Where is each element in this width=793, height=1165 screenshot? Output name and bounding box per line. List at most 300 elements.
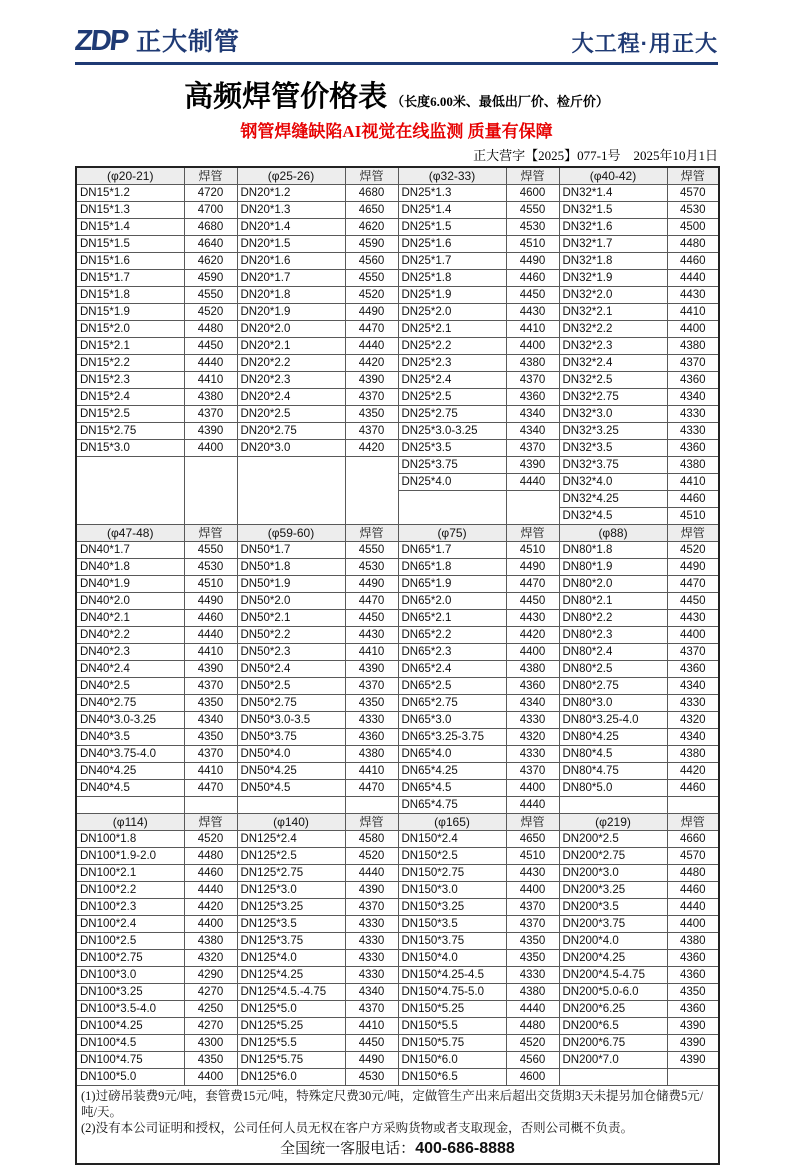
table-row	[76, 542, 719, 559]
table-row	[76, 933, 719, 950]
price-cell: 4470	[667, 576, 719, 593]
table-row	[76, 559, 719, 576]
price-cell: 4440	[345, 338, 398, 355]
price-cell: 4440	[184, 882, 237, 899]
price-cell: 4370	[345, 1001, 398, 1018]
spec-cell: DN80*2.1	[559, 593, 667, 610]
spec-cell: DN32*3.75	[559, 457, 667, 474]
spec-cell: DN200*4.0	[559, 933, 667, 950]
spec-cell: DN65*1.9	[398, 576, 506, 593]
spec-cell: DN150*5.75	[398, 1035, 506, 1052]
price-cell: 4450	[345, 610, 398, 627]
price-cell: 4350	[184, 1052, 237, 1069]
table-row	[76, 746, 719, 763]
price-cell: 4390	[667, 1035, 719, 1052]
price-cell: 4400	[184, 440, 237, 457]
spec-cell: DN125*2.5	[237, 848, 345, 865]
spec-cell: DN25*2.0	[398, 304, 506, 321]
price-cell: 4520	[345, 848, 398, 865]
price-cell: 4340	[345, 984, 398, 1001]
spec-cell: DN50*1.9	[237, 576, 345, 593]
price-cell: 4360	[667, 967, 719, 984]
price-cell: 4560	[345, 253, 398, 270]
spec-cell: DN200*3.25	[559, 882, 667, 899]
price-cell: 4560	[506, 1052, 559, 1069]
table-row	[76, 185, 719, 202]
spec-cell: DN40*2.0	[76, 593, 184, 610]
spec-cell: DN50*2.0	[237, 593, 345, 610]
price-cell	[667, 1069, 719, 1086]
price-cell: 4450	[506, 287, 559, 304]
spec-cell: DN50*2.1	[237, 610, 345, 627]
spec-cell: DN15*1.4	[76, 219, 184, 236]
price-cell: 4440	[506, 1001, 559, 1018]
price-cell: 4400	[506, 780, 559, 797]
price-column-header: 焊管	[184, 525, 237, 542]
price-cell: 4370	[506, 916, 559, 933]
price-cell: 4420	[184, 899, 237, 916]
spec-cell: DN80*4.5	[559, 746, 667, 763]
price-cell: 4340	[667, 389, 719, 406]
spec-cell: DN50*2.5	[237, 678, 345, 695]
spec-cell	[559, 1069, 667, 1086]
spec-cell	[398, 491, 506, 525]
price-cell: 4400	[184, 916, 237, 933]
price-cell: 4520	[345, 287, 398, 304]
spec-cell: DN15*1.5	[76, 236, 184, 253]
spec-cell: DN125*4.0	[237, 950, 345, 967]
price-cell: 4440	[345, 865, 398, 882]
spec-cell: DN20*2.0	[237, 321, 345, 338]
service-label: 全国统一客服电话：	[280, 1141, 416, 1157]
spec-cell: DN50*3.75	[237, 729, 345, 746]
zdp-logo-icon: ZDP	[73, 25, 129, 57]
spec-cell: DN32*2.1	[559, 304, 667, 321]
price-cell: 4400	[667, 916, 719, 933]
price-cell: 4380	[667, 457, 719, 474]
table-row	[76, 729, 719, 746]
price-cell: 4430	[506, 304, 559, 321]
spec-cell: DN80*2.4	[559, 644, 667, 661]
spec-cell: DN25*2.4	[398, 372, 506, 389]
price-cell: 4510	[184, 576, 237, 593]
price-cell: 4400	[506, 338, 559, 355]
spec-cell: DN80*2.3	[559, 627, 667, 644]
price-cell: 4400	[667, 321, 719, 338]
spec-cell: DN65*2.2	[398, 627, 506, 644]
table-row	[76, 287, 719, 304]
spec-cell: DN25*1.3	[398, 185, 506, 202]
spec-cell: DN125*3.25	[237, 899, 345, 916]
spec-cell: DN32*3.0	[559, 406, 667, 423]
price-cell: 4440	[667, 270, 719, 287]
price-cell: 4380	[506, 355, 559, 372]
spec-cell: DN40*2.4	[76, 661, 184, 678]
spec-column-header: (φ88)	[559, 525, 667, 542]
table-row	[76, 1035, 719, 1052]
price-cell	[667, 797, 719, 814]
price-cell: 4350	[184, 729, 237, 746]
spec-cell: DN50*2.3	[237, 644, 345, 661]
price-column-header: 焊管	[506, 814, 559, 831]
price-cell: 4270	[184, 1018, 237, 1035]
price-cell: 4390	[345, 661, 398, 678]
spec-cell: DN80*4.25	[559, 729, 667, 746]
price-cell: 4330	[667, 406, 719, 423]
price-cell: 4490	[345, 1052, 398, 1069]
price-cell: 4410	[184, 644, 237, 661]
price-cell: 4350	[667, 984, 719, 1001]
spec-cell: DN15*2.2	[76, 355, 184, 372]
price-cell: 4480	[506, 1018, 559, 1035]
price-cell: 4430	[506, 865, 559, 882]
table-row	[76, 984, 719, 1001]
spec-cell: DN200*3.0	[559, 865, 667, 882]
price-cell: 4390	[345, 372, 398, 389]
spec-cell: DN32*2.75	[559, 389, 667, 406]
price-cell: 4570	[667, 185, 719, 202]
table-row	[76, 763, 719, 780]
spec-cell: DN15*2.75	[76, 423, 184, 440]
price-cell: 4330	[345, 950, 398, 967]
price-cell: 4340	[506, 423, 559, 440]
price-cell: 4350	[184, 695, 237, 712]
table-row	[76, 440, 719, 457]
price-cell: 4380	[345, 746, 398, 763]
spec-cell: DN50*4.25	[237, 763, 345, 780]
spec-cell: DN65*4.5	[398, 780, 506, 797]
price-cell: 4370	[345, 899, 398, 916]
spec-cell: DN200*2.5	[559, 831, 667, 848]
spec-column-header: (φ20-21)	[76, 167, 184, 185]
spec-cell	[237, 797, 345, 814]
title-main: 高频焊管价格表	[184, 81, 388, 113]
price-cell: 4490	[184, 593, 237, 610]
spec-cell: DN150*2.75	[398, 865, 506, 882]
price-column-header: 焊管	[506, 525, 559, 542]
price-cell: 4370	[506, 440, 559, 457]
table-row	[76, 304, 719, 321]
price-cell	[345, 457, 398, 525]
spec-cell: DN80*1.8	[559, 542, 667, 559]
spec-cell: DN80*2.0	[559, 576, 667, 593]
price-cell: 4410	[184, 763, 237, 780]
spec-cell: DN65*3.25-3.75	[398, 729, 506, 746]
spec-cell: DN100*2.1	[76, 865, 184, 882]
spec-cell: DN100*2.4	[76, 916, 184, 933]
price-cell: 4340	[506, 406, 559, 423]
price-cell: 4290	[184, 967, 237, 984]
table-row	[76, 457, 719, 474]
spec-cell: DN65*2.75	[398, 695, 506, 712]
spec-cell: DN25*1.8	[398, 270, 506, 287]
spec-cell: DN200*6.5	[559, 1018, 667, 1035]
section-header-row	[76, 525, 719, 542]
price-cell: 4390	[667, 1052, 719, 1069]
spec-cell: DN125*4.25	[237, 967, 345, 984]
price-cell: 4530	[184, 559, 237, 576]
price-column-header: 焊管	[345, 814, 398, 831]
spec-cell: DN150*6.0	[398, 1052, 506, 1069]
price-cell: 4330	[667, 423, 719, 440]
spec-cell: DN150*3.25	[398, 899, 506, 916]
price-cell: 4550	[184, 287, 237, 304]
price-cell: 4600	[506, 185, 559, 202]
spec-cell: DN15*1.3	[76, 202, 184, 219]
price-cell: 4530	[506, 219, 559, 236]
price-cell: 4340	[506, 695, 559, 712]
price-cell: 4350	[345, 695, 398, 712]
price-cell: 4380	[506, 661, 559, 678]
price-cell: 4330	[345, 916, 398, 933]
spec-cell: DN40*3.5	[76, 729, 184, 746]
spec-cell	[559, 797, 667, 814]
price-cell: 4370	[667, 355, 719, 372]
price-cell: 4490	[345, 304, 398, 321]
price-table	[75, 166, 720, 1165]
table-row	[76, 644, 719, 661]
price-cell: 4470	[506, 576, 559, 593]
price-cell: 4550	[506, 202, 559, 219]
table-row	[76, 865, 719, 882]
spec-cell: DN40*4.25	[76, 763, 184, 780]
spec-column-header: (φ59-60)	[237, 525, 345, 542]
spec-cell: DN25*1.4	[398, 202, 506, 219]
price-cell: 4250	[184, 1001, 237, 1018]
spec-cell: DN65*2.0	[398, 593, 506, 610]
spec-cell: DN32*3.25	[559, 423, 667, 440]
price-cell	[506, 491, 559, 525]
price-cell: 4350	[345, 406, 398, 423]
price-cell: 4390	[506, 457, 559, 474]
price-cell	[345, 797, 398, 814]
price-cell: 4390	[667, 1018, 719, 1035]
spec-cell: DN200*3.75	[559, 916, 667, 933]
price-cell: 4460	[506, 270, 559, 287]
price-cell: 4370	[184, 406, 237, 423]
price-cell: 4400	[667, 627, 719, 644]
spec-cell: DN150*3.0	[398, 882, 506, 899]
price-cell: 4350	[506, 933, 559, 950]
spec-cell: DN20*1.2	[237, 185, 345, 202]
price-cell: 4320	[667, 712, 719, 729]
price-cell: 4620	[345, 219, 398, 236]
price-cell: 4550	[345, 542, 398, 559]
price-cell: 4370	[184, 678, 237, 695]
price-column-header: 焊管	[345, 167, 398, 185]
price-column-header: 焊管	[667, 167, 719, 185]
spec-cell: DN20*1.9	[237, 304, 345, 321]
price-column-header: 焊管	[667, 525, 719, 542]
spec-cell: DN100*2.2	[76, 882, 184, 899]
spec-cell: DN200*5.0-6.0	[559, 984, 667, 1001]
spec-cell: DN25*2.5	[398, 389, 506, 406]
spec-cell: DN65*2.4	[398, 661, 506, 678]
spec-cell: DN150*4.75-5.0	[398, 984, 506, 1001]
spec-cell: DN40*1.7	[76, 542, 184, 559]
spec-cell: DN40*4.5	[76, 780, 184, 797]
footer-row	[76, 1086, 719, 1165]
price-cell: 4420	[345, 355, 398, 372]
price-cell: 4430	[506, 610, 559, 627]
table-row	[76, 1052, 719, 1069]
price-cell: 4340	[667, 729, 719, 746]
spec-cell: DN25*3.0-3.25	[398, 423, 506, 440]
price-cell: 4360	[667, 950, 719, 967]
table-row	[76, 423, 719, 440]
price-cell: 4320	[184, 950, 237, 967]
price-cell: 4330	[506, 712, 559, 729]
spec-cell: DN100*2.5	[76, 933, 184, 950]
price-cell: 4470	[345, 321, 398, 338]
spec-cell: DN25*2.1	[398, 321, 506, 338]
price-cell: 4380	[506, 984, 559, 1001]
note-1: (1)过磅吊装费9元/吨，套管费15元/吨，特殊定尺费30元/吨，定做管生产出来后超出交货期3天未提另加仓储费5元/吨/天。	[81, 1089, 704, 1119]
price-cell: 4410	[506, 321, 559, 338]
table-row	[76, 1001, 719, 1018]
price-cell: 4480	[667, 865, 719, 882]
spec-cell: DN50*2.2	[237, 627, 345, 644]
price-cell: 4510	[667, 508, 719, 525]
spec-cell: DN100*4.75	[76, 1052, 184, 1069]
price-cell: 4340	[667, 678, 719, 695]
company-logo	[75, 22, 240, 58]
price-cell: 4410	[667, 474, 719, 491]
spec-cell: DN32*3.5	[559, 440, 667, 457]
price-cell: 4360	[667, 661, 719, 678]
spec-cell: DN50*1.8	[237, 559, 345, 576]
spec-cell: DN200*7.0	[559, 1052, 667, 1069]
table-row	[76, 253, 719, 270]
table-row	[76, 338, 719, 355]
price-cell: 4380	[184, 933, 237, 950]
spec-cell: DN25*1.9	[398, 287, 506, 304]
spec-cell: DN150*2.4	[398, 831, 506, 848]
spec-cell: DN65*1.8	[398, 559, 506, 576]
price-cell: 4360	[667, 440, 719, 457]
price-cell: 4380	[667, 338, 719, 355]
price-cell: 4370	[667, 644, 719, 661]
spec-cell: DN20*1.7	[237, 270, 345, 287]
spec-cell: DN20*2.1	[237, 338, 345, 355]
price-cell: 4350	[506, 950, 559, 967]
spec-cell: DN20*1.5	[237, 236, 345, 253]
price-cell: 4370	[345, 678, 398, 695]
spec-cell: DN40*2.1	[76, 610, 184, 627]
table-row	[76, 848, 719, 865]
price-cell: 4320	[506, 729, 559, 746]
spec-cell: DN100*2.3	[76, 899, 184, 916]
price-cell: 4680	[345, 185, 398, 202]
price-cell	[184, 797, 237, 814]
price-cell: 4590	[345, 236, 398, 253]
price-cell: 4460	[667, 253, 719, 270]
spec-column-header: (φ140)	[237, 814, 345, 831]
price-cell: 4330	[345, 967, 398, 984]
price-cell: 4300	[184, 1035, 237, 1052]
spec-cell: DN15*1.2	[76, 185, 184, 202]
spec-cell: DN40*2.75	[76, 695, 184, 712]
price-cell: 4550	[345, 270, 398, 287]
spec-cell: DN50*1.7	[237, 542, 345, 559]
spec-cell: DN65*4.0	[398, 746, 506, 763]
spec-cell: DN20*2.4	[237, 389, 345, 406]
spec-cell: DN80*3.25-4.0	[559, 712, 667, 729]
table-row	[76, 202, 719, 219]
service-phone: 400-686-8888	[415, 1140, 515, 1157]
price-column-header: 焊管	[345, 525, 398, 542]
spec-cell: DN15*1.8	[76, 287, 184, 304]
spec-cell: DN200*2.75	[559, 848, 667, 865]
spec-cell: DN20*1.4	[237, 219, 345, 236]
subtitle-red: 钢管焊缝缺陷AI视觉在线监测 质量有保障	[240, 122, 553, 141]
spec-cell: DN150*3.5	[398, 916, 506, 933]
price-cell: 4530	[667, 202, 719, 219]
price-cell: 4330	[506, 746, 559, 763]
title-paren: （长度6.00米、最低出厂价、检斤价）	[391, 94, 609, 109]
table-row	[76, 389, 719, 406]
price-column-header: 焊管	[667, 814, 719, 831]
price-cell: 4440	[184, 355, 237, 372]
price-cell: 4480	[184, 321, 237, 338]
table-row	[76, 967, 719, 984]
spec-cell: DN40*3.75-4.0	[76, 746, 184, 763]
spec-cell: DN65*2.3	[398, 644, 506, 661]
spec-cell: DN20*2.75	[237, 423, 345, 440]
spec-cell: DN32*4.5	[559, 508, 667, 525]
spec-cell: DN15*2.1	[76, 338, 184, 355]
spec-cell: DN32*2.2	[559, 321, 667, 338]
table-row	[76, 610, 719, 627]
price-cell: 4500	[667, 219, 719, 236]
spec-column-header: (φ165)	[398, 814, 506, 831]
spec-cell: DN150*6.5	[398, 1069, 506, 1086]
price-cell: 4660	[667, 831, 719, 848]
spec-cell: DN50*2.75	[237, 695, 345, 712]
price-cell: 4550	[184, 542, 237, 559]
spec-cell: DN25*4.0	[398, 474, 506, 491]
table-row	[76, 576, 719, 593]
price-cell: 4460	[667, 491, 719, 508]
price-cell: 4410	[345, 763, 398, 780]
spec-cell: DN65*1.7	[398, 542, 506, 559]
price-column-header: 焊管	[506, 167, 559, 185]
price-cell: 4440	[506, 797, 559, 814]
spec-cell: DN40*2.3	[76, 644, 184, 661]
spec-cell: DN100*2.75	[76, 950, 184, 967]
spec-cell: DN80*2.2	[559, 610, 667, 627]
spec-cell: DN25*1.6	[398, 236, 506, 253]
table-row	[76, 593, 719, 610]
price-cell: 4410	[345, 1018, 398, 1035]
price-cell: 4720	[184, 185, 237, 202]
note-2: (2)没有本公司证明和授权，公司任何人员无权在客户方采购货物或者支取现金，否则公司概不负责。	[81, 1121, 634, 1135]
price-cell: 4450	[345, 1035, 398, 1052]
price-column-header: 焊管	[184, 814, 237, 831]
spec-cell: DN15*2.0	[76, 321, 184, 338]
table-row	[76, 627, 719, 644]
price-cell: 4680	[184, 219, 237, 236]
price-cell: 4330	[345, 712, 398, 729]
spec-cell: DN25*2.3	[398, 355, 506, 372]
table-row	[76, 780, 719, 797]
spec-cell: DN40*1.8	[76, 559, 184, 576]
spec-cell: DN150*5.5	[398, 1018, 506, 1035]
footer-notes-cell	[76, 1086, 719, 1165]
spec-cell: DN25*1.7	[398, 253, 506, 270]
spec-cell: DN80*2.5	[559, 661, 667, 678]
spec-column-header: (φ114)	[76, 814, 184, 831]
